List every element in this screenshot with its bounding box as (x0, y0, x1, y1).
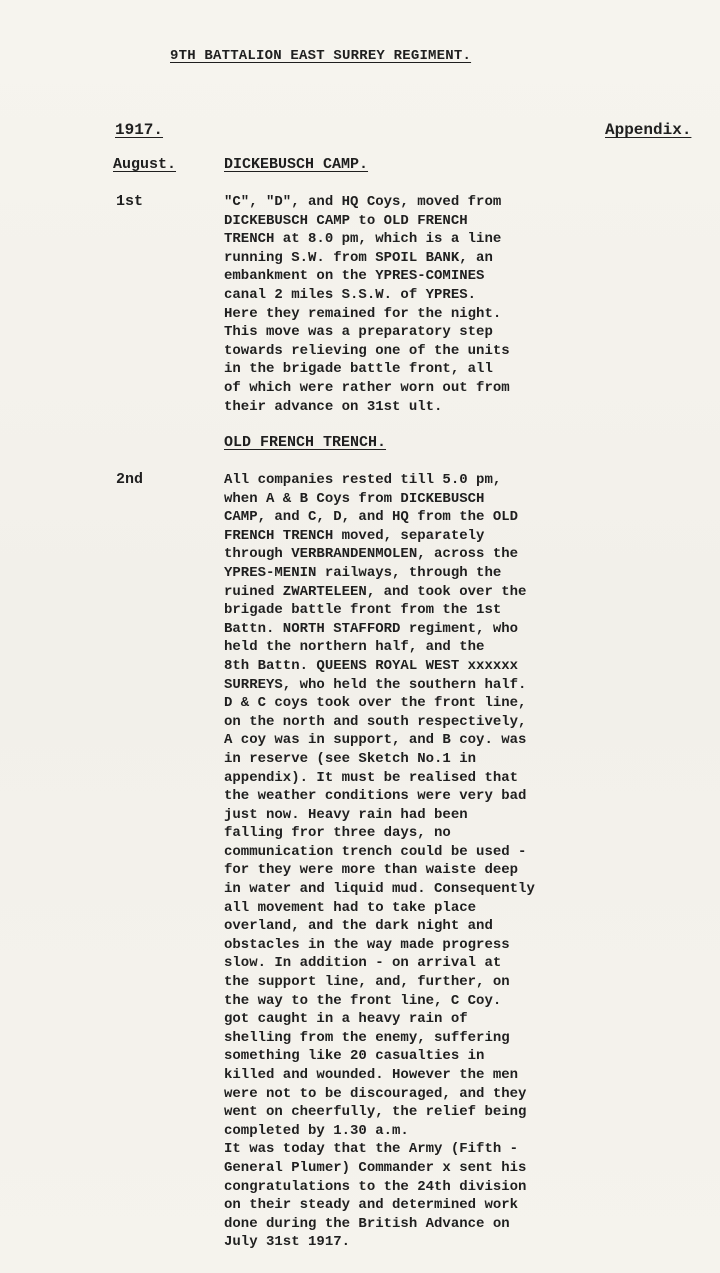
entry-line: This move was a preparatory step (224, 324, 493, 341)
entry-line: A coy was in support, and B coy. was (224, 732, 527, 749)
entry-line: went on cheerfully, the relief being (224, 1104, 527, 1121)
entry-line: something like 20 casualties in (224, 1048, 485, 1065)
entry-line: ruined ZWARTELEEN, and took over the (224, 583, 527, 600)
entry-line: "C", "D", and HQ Coys, moved from (224, 194, 502, 210)
entry-line: obstacles in the way made progress (224, 936, 510, 953)
entry-line: on their steady and determined work (224, 1197, 519, 1214)
year-label: 1917. (115, 121, 164, 139)
entry-line: the way to the front line, C Coy. (224, 992, 502, 1009)
entry-line: in water and liquid mud. Consequently (224, 881, 535, 898)
entry-line: appendix). It must be realised that (224, 769, 519, 786)
entry-1st-august (224, 193, 510, 416)
entry-line: in the brigade battle front, all (224, 361, 493, 378)
entry-line: got caught in a heavy rain of (224, 1011, 468, 1028)
entry-line: the support line, and, further, on (224, 974, 510, 991)
document-title: 9TH BATTALION EAST SURREY REGIMENT. (170, 48, 472, 64)
entry-line: were not to be discouraged, and they (224, 1085, 527, 1102)
entry-line: embankment on the YPRES-COMINES (224, 268, 485, 285)
entry-line: All companies rested till 5.0 pm, (224, 472, 502, 488)
entry-line: overland, and the dark night and (224, 918, 493, 935)
entry-line: 8th Battn. QUEENS ROYAL WEST xxxxxx (224, 657, 519, 674)
entry-line: SURREYS, who held the southern half. (224, 676, 527, 693)
entry-line: Here they remained for the night. (224, 305, 502, 322)
day-label-2nd: 2nd (116, 471, 144, 488)
entry-line: FRENCH TRENCH moved, separately (224, 527, 485, 544)
entry-line: the weather conditions were very bad (224, 788, 527, 805)
entry-line: brigade battle front from the 1st (224, 602, 502, 619)
entry-line: shelling from the enemy, suffering (224, 1029, 510, 1046)
entry-line: TRENCH at 8.0 pm, which is a line (224, 231, 502, 248)
entry-line: General Plumer) Commander x sent his (224, 1159, 527, 1176)
entry-line: towards relieving one of the units (224, 342, 510, 359)
entry-line: canal 2 miles S.S.W. of YPRES. (224, 286, 477, 303)
entry-line: of which were rather worn out from (224, 379, 510, 396)
entry-line: their advance on 31st ult. (224, 398, 443, 415)
entry-2nd-august (224, 471, 535, 1252)
entry-line: all movement had to take place (224, 899, 477, 916)
entry-line: CAMP, and C, D, and HQ from the OLD (224, 509, 519, 526)
entry-line: just now. Heavy rain had been (224, 806, 468, 823)
entry-line: for they were more than waiste deep (224, 862, 519, 879)
month-label: August. (113, 156, 177, 173)
entry-line: through VERBRANDENMOLEN, across the (224, 546, 519, 563)
entry-line: completed by 1.30 a.m. (224, 1122, 409, 1139)
entry-line: running S.W. from SPOIL BANK, an (224, 249, 493, 266)
entry-line: communication trench could be used - (224, 843, 527, 860)
entry-line: D & C coys took over the front line, (224, 695, 527, 712)
entry-line: when A & B Coys from DICKEBUSCH (224, 490, 485, 507)
entry-line: It was today that the Army (Fifth - (224, 1141, 519, 1158)
entry-line: killed and wounded. However the men (224, 1067, 519, 1083)
section-heading-dickebusch-camp: DICKEBUSCH CAMP. (224, 156, 369, 173)
day-label-1st: 1st (116, 193, 144, 210)
entry-line: July 31st 1917. (224, 1234, 351, 1251)
entry-line: done during the British Advance on (224, 1215, 510, 1232)
entry-line: in reserve (see Sketch No.1 in (224, 750, 477, 767)
entry-line: slow. In addition - on arrival at (224, 955, 502, 972)
entry-line: falling fror three days, no (224, 825, 451, 842)
entry-line: on the north and south respectively, (224, 713, 527, 730)
entry-line: held the northern half, and the (224, 639, 485, 656)
entry-line: Battn. NORTH STAFFORD regiment, who (224, 620, 519, 637)
section-heading-old-french-trench: OLD FRENCH TRENCH. (224, 434, 387, 451)
entry-line: YPRES-MENIN railways, through the (224, 564, 502, 581)
appendix-label: Appendix. (605, 121, 692, 139)
entry-line: DICKEBUSCH CAMP to OLD FRENCH (224, 212, 468, 229)
entry-line: congratulations to the 24th division (224, 1178, 527, 1195)
